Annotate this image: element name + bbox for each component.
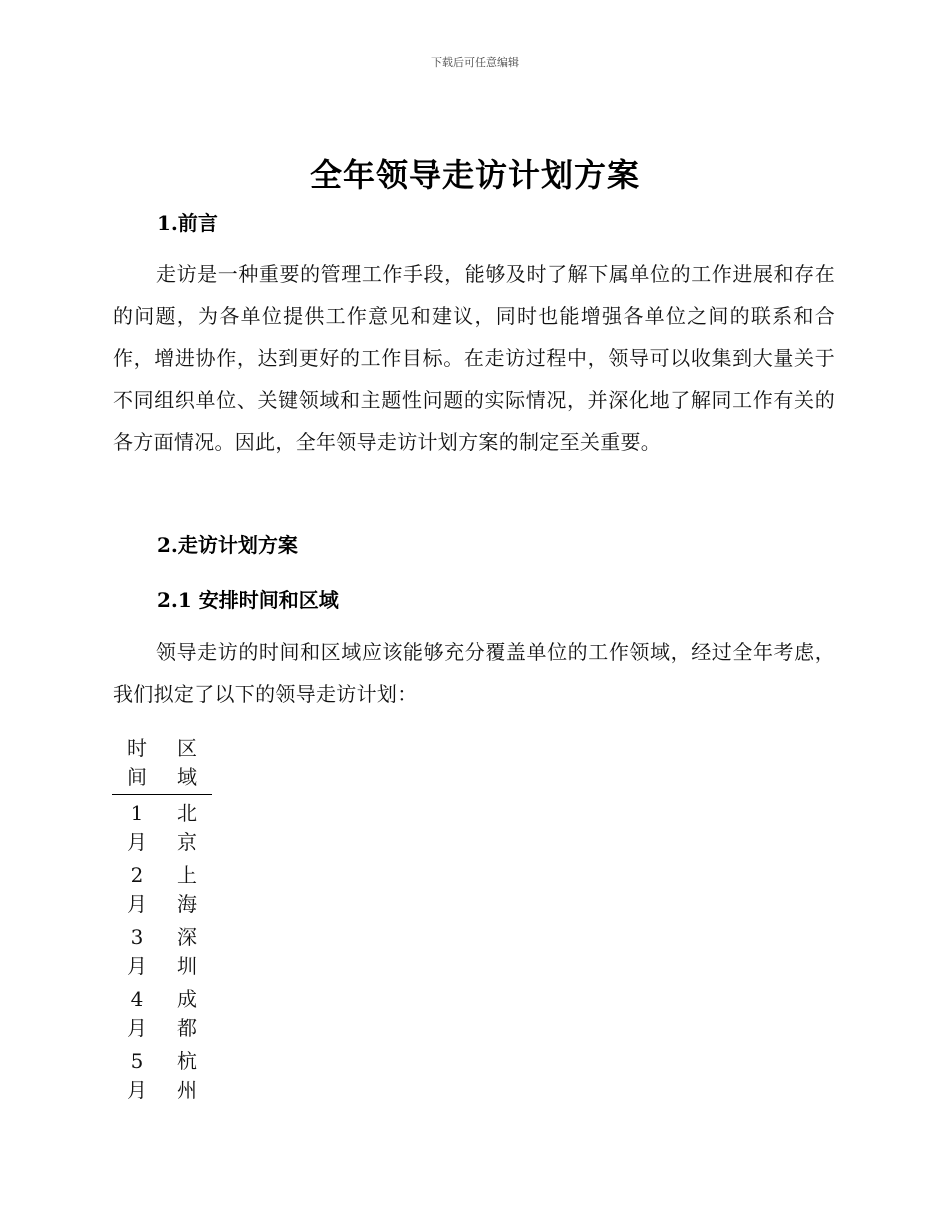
- table-cell-region: 杭州: [177, 1049, 197, 1102]
- table-row: [112, 861, 212, 923]
- preface-paragraph: 走访是一种重要的管理工作手段，能够及时了解下属单位的工作进展和存在的问题，为各单位提供工作意见和建议，同时也能增强各单位之间的联系和合作，增进协作，达到更好的工作目标。在走访过程中，领导可以收集到大量关于不同组织单位、关键领域和主题性问题的实际情况，并深化地了解同工作有关的各方面情况。因此，全年领导走访计划方案的制定至关重要。: [113, 262, 835, 454]
- subsection-heading-time-area: 2.1 安排时间和区域: [157, 588, 339, 612]
- section-heading-preface: 1.前言: [157, 211, 218, 235]
- section-heading-plan: 2.走访计划方案: [157, 533, 298, 557]
- table-row: [112, 923, 212, 985]
- table-row: [112, 985, 212, 1047]
- table-cell-region: 北京: [177, 801, 197, 854]
- table-header-area: 区域: [162, 734, 212, 795]
- table-cell-month: 2月: [127, 863, 147, 916]
- table-row: [112, 1047, 212, 1109]
- table-cell-region: 上海: [177, 863, 197, 916]
- page-header-note: 下载后可任意编辑: [431, 56, 519, 69]
- table-cell-region: 深圳: [177, 925, 197, 978]
- table-cell-month: 5月: [127, 1049, 147, 1102]
- table-cell-month: 4月: [127, 987, 147, 1040]
- table-cell-month: 3月: [127, 925, 147, 978]
- table-cell-month: 1月: [127, 801, 147, 854]
- table-row: [112, 795, 212, 862]
- visit-plan-table: [112, 734, 212, 1109]
- table-header-row: [112, 734, 212, 795]
- table-cell-region: 成都: [177, 987, 197, 1040]
- time-area-paragraph: 领导走访的时间和区域应该能够充分覆盖单位的工作领域，经过全年考虑，我们拟定了以下的领导走访计划：: [113, 640, 835, 706]
- table-header-time: 时间: [112, 734, 162, 795]
- document-title: 全年领导走访计划方案: [309, 156, 640, 194]
